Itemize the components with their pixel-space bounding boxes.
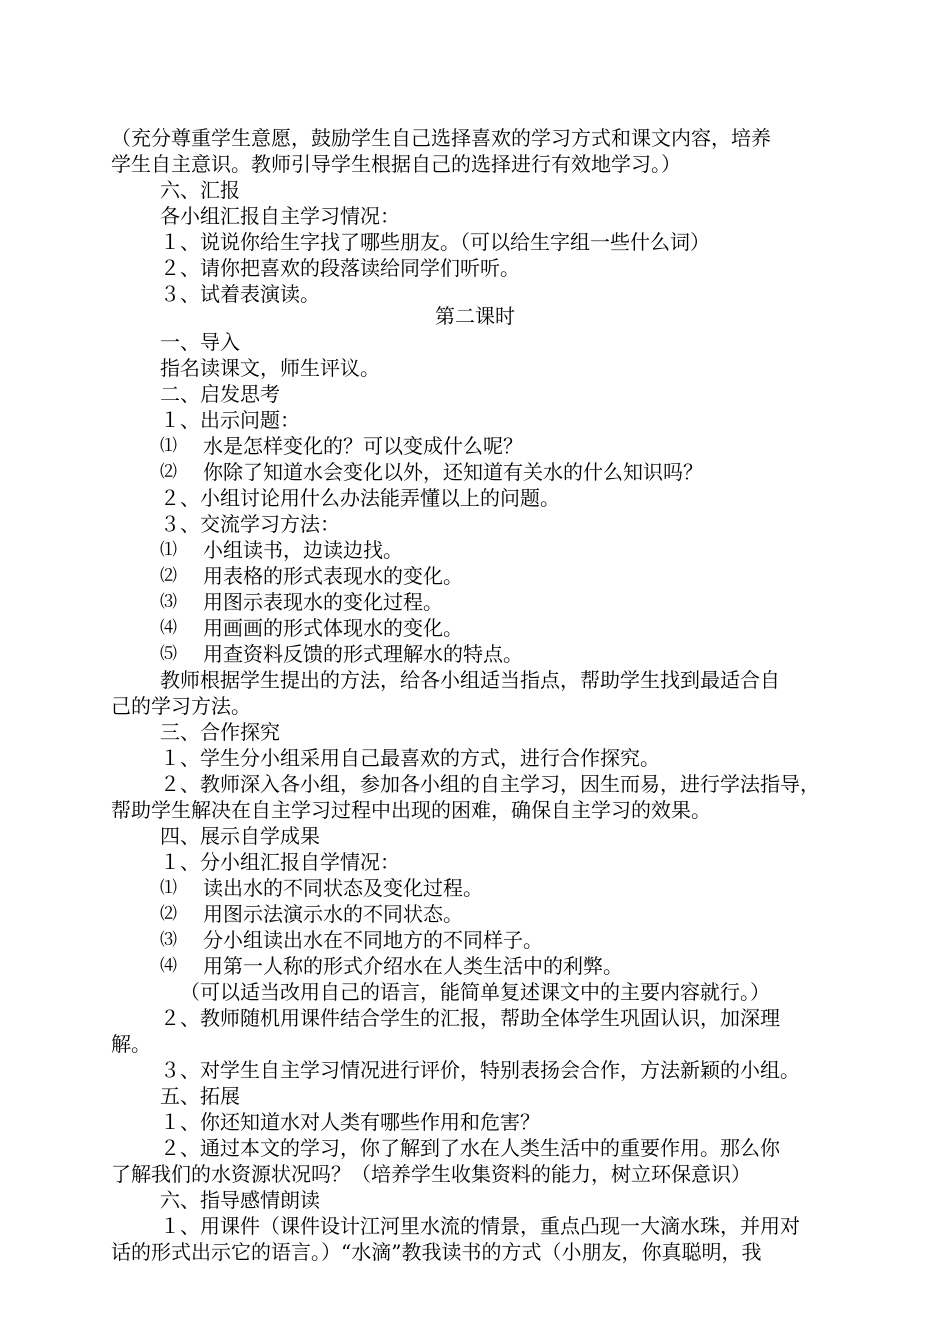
text-line: 各小组汇报自主学习情况：	[160, 204, 400, 228]
text-line: 指名读课文，师生评议。	[160, 356, 380, 380]
section-heading: 六、汇报	[160, 178, 240, 202]
text-line: 话的形式出示它的语言。）“水滴”教我读书的方式（小朋友，你真聪明，我	[111, 1240, 762, 1264]
list-marker: ⑶	[160, 930, 177, 950]
section-heading: 一、导入	[160, 330, 240, 354]
text-line: １、你还知道水对人类有哪些作用和危害？	[160, 1110, 540, 1134]
section-heading: 四、展示自学成果	[160, 824, 320, 848]
list-item: 分小组读出水在不同地方的不同样子。	[203, 928, 543, 952]
text-line: １、用课件（课件设计江河里水流的情景，重点凸现一大滴水珠，并用对	[160, 1214, 800, 1238]
section-heading: 三、合作探究	[160, 720, 280, 744]
list-marker: ⑴	[160, 540, 177, 560]
text-line: ３、交流学习方法：	[160, 512, 340, 536]
text-line: （可以适当改用自己的语言，能简单复述课文中的主要内容就行。）	[180, 980, 770, 1004]
list-item: 小组读书，边读边找。	[203, 538, 403, 562]
list-item: 用图示表现水的变化过程。	[203, 590, 443, 614]
list-marker: ⑷	[160, 956, 177, 976]
list-item: 读出水的不同状态及变化过程。	[203, 876, 483, 900]
text-line: ２、教师随机用课件结合学生的汇报，帮助全体学生巩固认识，加深理	[160, 1006, 780, 1030]
section-heading: 五、拓展	[160, 1084, 240, 1108]
section-heading: 六、指导感情朗读	[160, 1188, 320, 1212]
text-line: １、出示问题：	[160, 408, 300, 432]
list-item: 用查资料反馈的形式理解水的特点。	[203, 642, 523, 666]
list-marker: ⑴	[160, 436, 177, 456]
text-line: ３、试着表演读。	[160, 282, 320, 306]
list-marker: ⑵	[160, 904, 177, 924]
text-line: 教师根据学生提出的方法，给各小组适当指点，帮助学生找到最适合自	[160, 668, 780, 692]
text-line: 解。	[111, 1032, 151, 1056]
text-line: 帮助学生解决在自主学习过程中出现的困难，确保自主学习的效果。	[111, 798, 711, 822]
list-marker: ⑸	[160, 644, 177, 664]
list-item: 你除了知道水会变化以外，还知道有关水的什么知识吗？	[203, 460, 703, 484]
list-marker: ⑴	[160, 878, 177, 898]
list-marker: ⑷	[160, 618, 177, 638]
list-item: 水是怎样变化的？可以变成什么呢？	[203, 434, 523, 458]
text-line: ２、请你把喜欢的段落读给同学们听听。	[160, 256, 520, 280]
list-marker: ⑵	[160, 566, 177, 586]
text-line: １、分小组汇报自学情况：	[160, 850, 400, 874]
lesson-title: 第二课时	[435, 304, 515, 328]
text-line: 了解我们的水资源状况吗？（培养学生收集资料的能力，树立环保意识）	[111, 1162, 751, 1186]
list-marker: ⑵	[160, 462, 177, 482]
text-line: 学生自主意识。教师引导学生根据自己的选择进行有效地学习。）	[111, 152, 681, 176]
text-line: １、说说你给生字找了哪些朋友。（可以给生字组一些什么词）	[160, 230, 710, 254]
text-line: ２、教师深入各小组，参加各小组的自主学习，因生而易，进行学法指导，	[160, 772, 820, 796]
text-line: １、学生分小组采用自己最喜欢的方式，进行合作探究。	[160, 746, 660, 770]
text-line: ２、通过本文的学习，你了解到了水在人类生活中的重要作用。那么你	[160, 1136, 780, 1160]
list-item: 用画画的形式体现水的变化。	[203, 616, 463, 640]
text-line: ２、小组讨论用什么办法能弄懂以上的问题。	[160, 486, 560, 510]
list-item: 用第一人称的形式介绍水在人类生活中的利弊。	[203, 954, 623, 978]
list-item: 用图示法演示水的不同状态。	[203, 902, 463, 926]
text-line: 己的学习方法。	[111, 694, 251, 718]
text-line: ３、对学生自主学习情况进行评价，特别表扬会合作，方法新颖的小组。	[160, 1058, 800, 1082]
list-marker: ⑶	[160, 592, 177, 612]
list-item: 用表格的形式表现水的变化。	[203, 564, 463, 588]
text-line: （充分尊重学生意愿，鼓励学生自己选择喜欢的学习方式和课文内容，培养	[111, 126, 771, 150]
section-heading: 二、启发思考	[160, 382, 280, 406]
